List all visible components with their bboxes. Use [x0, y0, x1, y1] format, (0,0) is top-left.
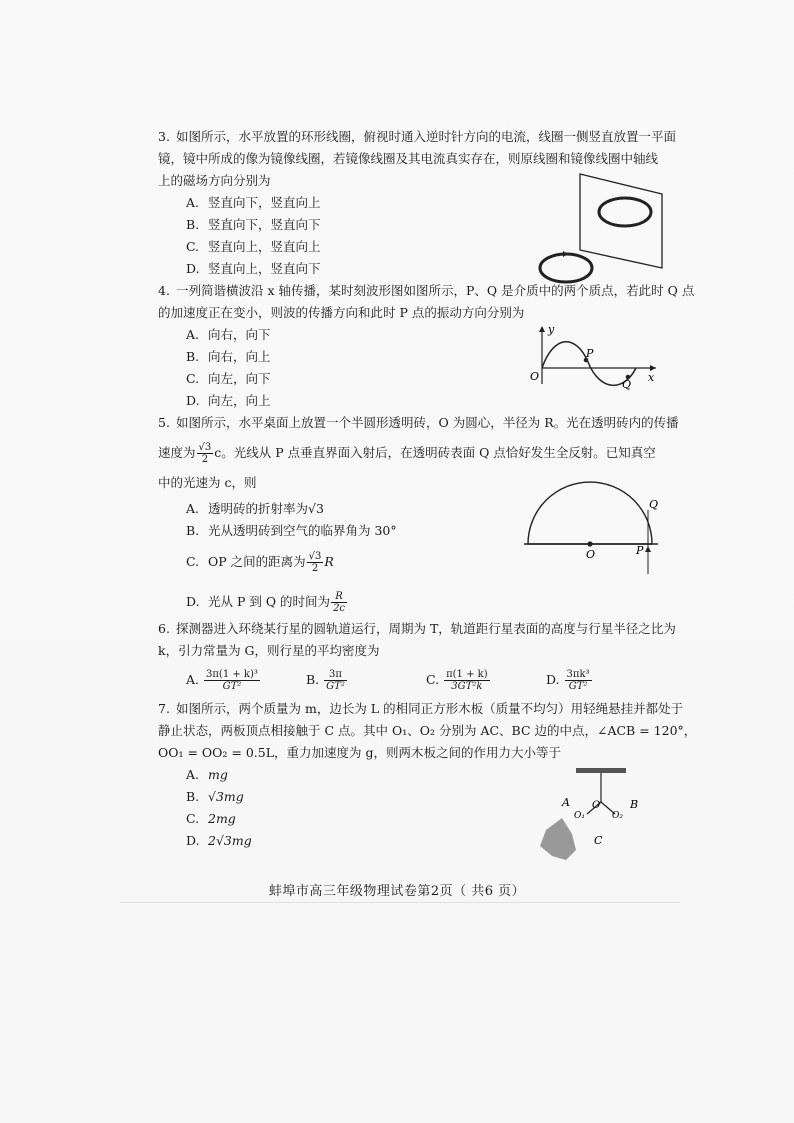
option-c: C. 2mg [186, 811, 236, 826]
question-text: 如图所示，水平放置的环形线圈，俯视时通入逆时针方向的电流，线圈一侧竖直放置一平面 [176, 129, 677, 144]
b-label: B [630, 798, 639, 811]
option-b: B. 光从透明砖到空气的临界角为 30° [186, 523, 397, 538]
question-text: 上的磁场方向分别为 [158, 173, 271, 188]
a-label: A [562, 796, 570, 809]
current-arrow-icon [563, 251, 568, 257]
q-label: Q [649, 498, 659, 511]
o1-label: O₁ [574, 811, 585, 821]
semicircle-brick [528, 482, 652, 544]
ceiling [576, 768, 626, 773]
c-label: C [594, 834, 603, 847]
option-b: B. 竖直向下，竖直向下 [186, 217, 321, 232]
o-label: O [586, 548, 596, 561]
fraction: $\frac{√3}{2}$ [198, 442, 212, 465]
board-shadow [540, 818, 576, 860]
question-5: 5. 如图所示，水平桌面上放置一个半圆形透明砖，O 为圆心，半径为 R。光在透明砖内的传播 速度为 $\frac{√3}{2}$ c。光线从 P 点垂直界面入射后，在透明砖表面 Q 点恰好发生全反射。已知真空 中的光速为 c，则 A. 透明砖的折射率为√3 B. 光从透明砖到空气的临界角为 30° C. OP 之间的距离为 $\frac{√3}{2}$ R D. 光从 P 到 Q 的时间为 $\frac{R}{2c}$ [158, 412, 678, 622]
question-7: 7. 如图所示，两个质量为 m，边长为 L 的相同正方形木板（质量不均匀）用轻绳悬挂并都处于 静止状态，两板顶点相接触于 C 点。其中 O₁、O₂ 分别为 AC、BC 边的中点，∠ACB = 120°， OO₁ = OO₂ = 0.5L，重力加速度为 g，则两木板之间的作用力大小等于 A. mg B. √3mg C. 2mg D. 2√3mg [158, 698, 678, 852]
option-a: A. 透明砖的折射率为√3 [186, 501, 324, 516]
q-label: Q [622, 378, 632, 391]
option-d: D. 向左，向上 [186, 393, 271, 408]
option-d: D. 竖直向上，竖直向下 [186, 261, 321, 276]
mirror-plane [580, 174, 662, 268]
o2-label: O₂ [612, 811, 623, 821]
hanging-boards-figure [532, 764, 662, 868]
ray-arrow-icon [645, 546, 651, 552]
option-b: B. 向右，向上 [186, 349, 271, 364]
semicircle-figure [522, 474, 668, 578]
option-d: D. 2√3mg [186, 833, 252, 848]
option-c: C. 竖直向上，竖直向上 [186, 239, 321, 254]
o-label: O [592, 800, 601, 811]
option-b: B. $\frac{3\pi}{\text{GT²}}$ [306, 669, 345, 692]
p-label: P [586, 347, 594, 360]
question-4: 4. 一列简谐横波沿 x 轴传播，某时刻波形图如图所示，P、Q 是介质中的两个质点，若此时 Q 点 的加速度正在变小，则波的传播方向和此时 P 点的振动方向分别为 A. 向右，向下 B. 向右，向上 C. 向左，向下 D. 向左，向上 [158, 280, 678, 412]
question-text: 镜，镜中所成的像为镜像线圈，若镜像线圈及其电流真实存在，则原线圈和镜像线圈中轴线 [158, 151, 659, 166]
option-c: C. OP 之间的距离为 $\frac{√3}{2}$ R [186, 551, 334, 574]
y-label: y [548, 323, 555, 336]
mirror-coil [599, 198, 651, 226]
origin-label: O [530, 370, 540, 383]
option-a: A. 竖直向下，竖直向上 [186, 195, 321, 210]
option-a: A. mg [186, 767, 228, 782]
option-c: C. $\frac{\pi(1 + k)}{\text{3GT²k}}$ [426, 669, 488, 692]
x-label: x [648, 371, 655, 384]
mirror-coil-figure [528, 170, 668, 288]
wave-figure [524, 322, 664, 392]
page-footer: 蚌埠市高三年级物理试卷第2页（ 共6 页） [268, 884, 526, 899]
option-a: A. 向右，向下 [186, 327, 271, 342]
option-d: D. 光从 P 到 Q 的时间为 $\frac{R}{2c}$ [186, 591, 346, 614]
option-a: A. $\frac{\text{3π(1 + k)³}}{\text{GT²}}$ [186, 669, 258, 692]
option-c: C. 向左，向下 [186, 371, 271, 386]
divider [120, 902, 680, 903]
option-b: B. √3mg [186, 789, 244, 804]
original-coil [540, 254, 592, 282]
question-number: 3. [158, 129, 170, 144]
p-label: P [636, 544, 644, 557]
y-arrow-icon [539, 326, 545, 332]
question-6: 6. 探测器进入环绕某行星的圆轨道运行，周期为 T，轨道距行星表面的高度与行星半径之比为 k，引力常量为 G，则行星的平均密度为 A. $\frac{\text{3π(1 + k)³}}{\text{GT²}}$ B. $\frac{3\pi}{\text{GT²}}$ C. $\frac{\pi(1 + k)}{\text{3GT²k}}$ D. $\frac{\text{3πk³}}{\text{GT²}}$ [158, 618, 678, 698]
center-o [587, 541, 592, 546]
option-d: D. $\frac{\text{3πk³}}{\text{GT²}}$ [546, 669, 590, 692]
